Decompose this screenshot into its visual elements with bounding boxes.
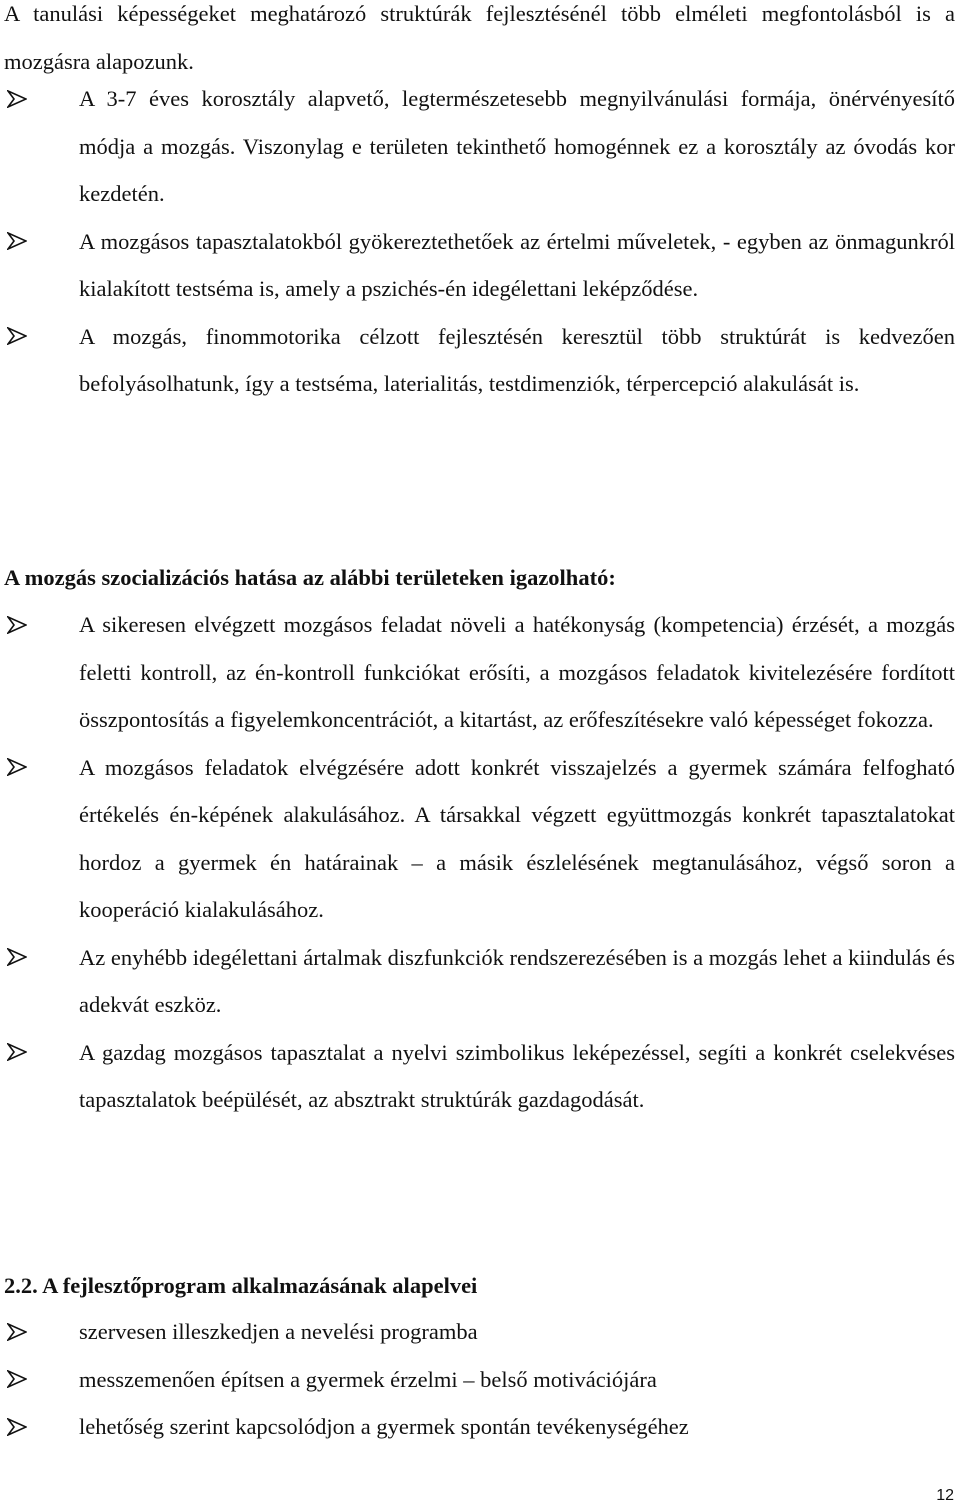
bullet-list-socialization [4, 601, 955, 1124]
section-heading-principles: 2.2. A fejlesztőprogram alkalmazásának alapelvei [4, 1273, 478, 1298]
list-item-text: A mozgásos tapasztalatokból gyökereztethetőek az értelmi műveletek, - egyben az önmagunkról kialakított testséma is, amely a pszichés-én idegélettani leképződése. [79, 228, 955, 301]
list-item-text: szervesen illeszkedjen a nevelési programba [79, 1319, 478, 1344]
bullet-list-principles [4, 1308, 955, 1451]
list-item [4, 75, 955, 218]
list-item-text: A mozgásos feladatok elvégzésére adott konkrét visszajelzés a gyermek számára felfogható értékelés én-képének alakulásához. A társakkal végzett együttmozgás konkrét tapasztalatokat hordoz a gyermek én határainak – a másik észlelésének megtanulásához, végső soron a kooperáció kialakulásához. [79, 754, 955, 922]
list-item-text: A mozgás, finommotorika célzott fejlesztésén keresztül több struktúrát is kedvezően befolyásolhatunk, így a testséma, laterialitás, testdimenziók, térpercepció alakulását is. [79, 323, 955, 396]
intro-paragraph: A tanulási képességeket meghatározó struktúrák fejlesztésénél több elméleti megfontolásból is a mozgásra alapozunk. [4, 1, 955, 74]
list-item-text: lehetőség szerint kapcsolódjon a gyermek spontán tevékenységéhez [79, 1414, 689, 1439]
list-item [4, 218, 955, 313]
arrowhead-bullet-icon [7, 1403, 29, 1451]
list-item [4, 601, 955, 744]
list-item [4, 934, 955, 1029]
arrowhead-bullet-icon [7, 601, 29, 649]
arrowhead-bullet-icon [7, 1029, 29, 1077]
page-number: 12 [936, 1487, 954, 1504]
list-item-text: A sikeresen elvégzett mozgásos feladat növeli a hatékonyság (kompetencia) érzését, a mozgás feletti kontroll, az én-kontroll funkciókat erősíti, a mozgásos feladatok kivitelezésére fordított összpontosítás a figyelemkoncentrációt, a kitartást, az erőfeszítésekre való képességet fokozza. [79, 612, 955, 732]
arrowhead-bullet-icon [7, 1356, 29, 1404]
list-item-text: messzemenően építsen a gyermek érzelmi – belső motivációjára [79, 1366, 657, 1392]
list-item [4, 1308, 955, 1356]
list-item [4, 313, 955, 408]
arrowhead-bullet-icon [7, 313, 29, 361]
list-item [4, 1356, 955, 1404]
list-item-text: A 3-7 éves korosztály alapvető, legtermészetesebb megnyilvánulási formája, önérvényesítő módja a mozgás. Viszonylag e területen tekinthető homogénnek ez a korosztály az óvodás kor kezdetén. [79, 86, 955, 206]
bullet-list-learning [4, 75, 955, 408]
list-item-text: A gazdag mozgásos tapasztalat a nyelvi szimbolikus leképezéssel, segíti a konkrét cselekvéses tapasztalatok beépülését, az absztrakt struktúrák gazdagodását. [79, 1039, 955, 1112]
list-item [4, 1403, 955, 1451]
list-item-text: Az enyhébb idegélettani ártalmak diszfunkciók rendszerezésében is a mozgás lehet a kiindulás és adekvát eszköz. [79, 944, 955, 1017]
arrowhead-bullet-icon [7, 218, 29, 266]
arrowhead-bullet-icon [7, 934, 29, 982]
arrowhead-bullet-icon [7, 1308, 29, 1356]
list-item [4, 1029, 955, 1124]
arrowhead-bullet-icon [7, 75, 29, 123]
section-heading-socialization: A mozgás szocializációs hatása az alábbi területeken igazolható: [4, 565, 616, 590]
list-item [4, 744, 955, 934]
arrowhead-bullet-icon [7, 744, 29, 792]
